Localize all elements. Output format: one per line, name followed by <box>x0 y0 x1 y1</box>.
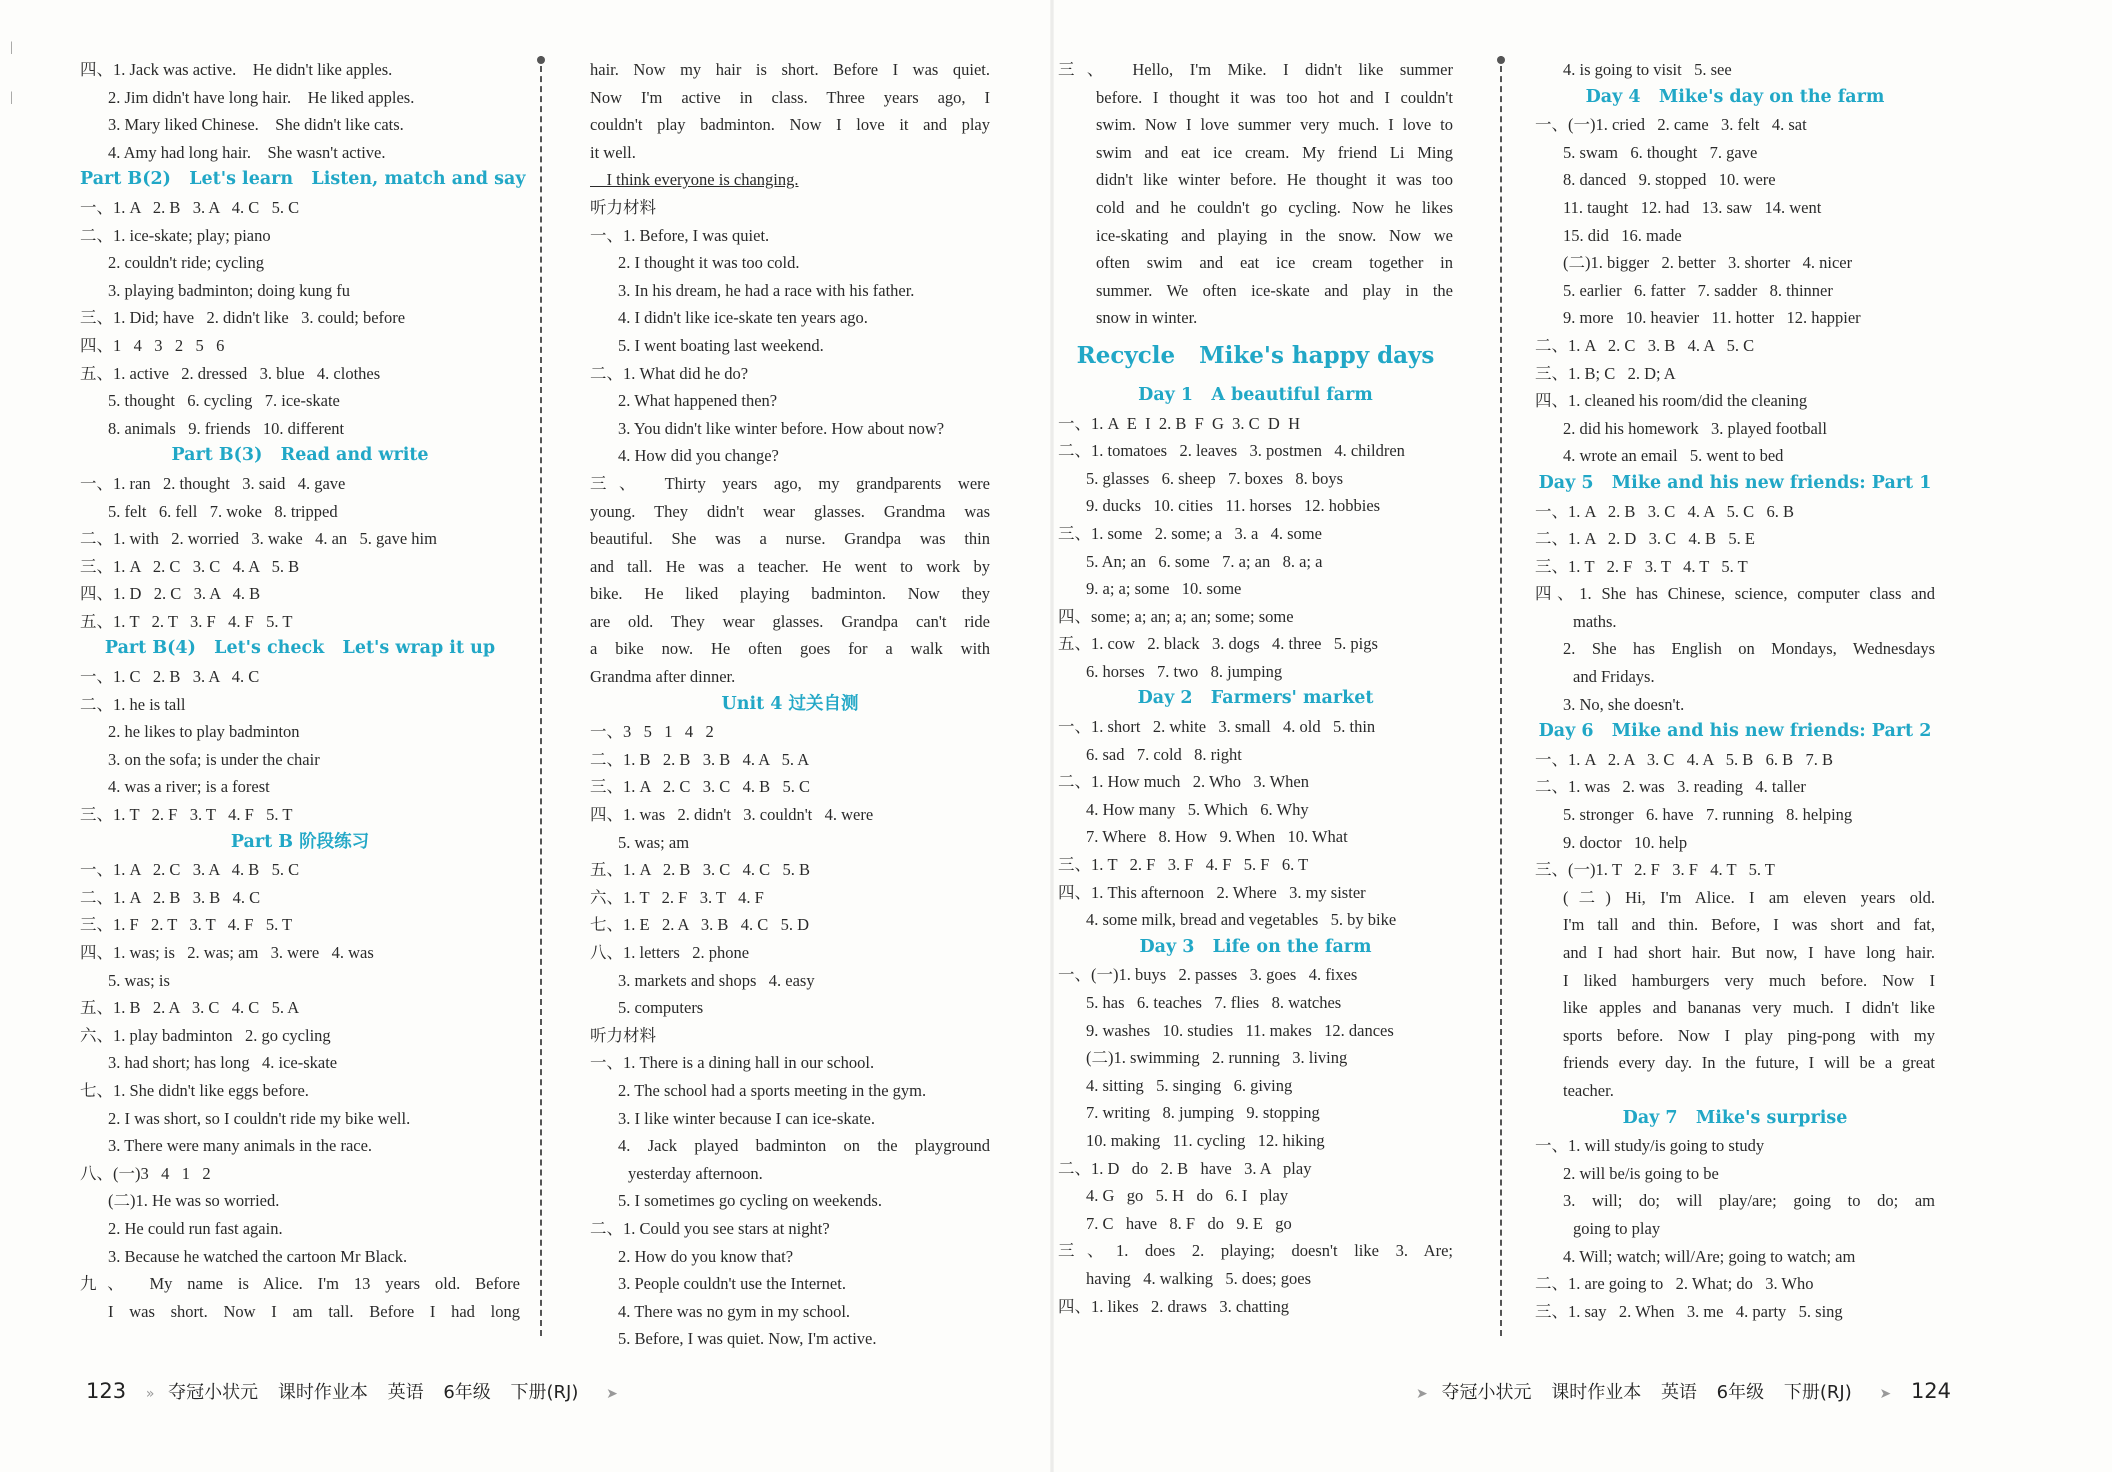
arrow-icon: ➤ <box>606 1386 618 1402</box>
answer-line: 15. did 16. made <box>1563 225 1682 245</box>
section-heading: Recycle Mike's happy days <box>1076 341 1435 369</box>
answer-line: (二)1. swimming 2. running 3. living <box>1086 1048 1348 1068</box>
answer-line: teacher. <box>1563 1080 1614 1100</box>
answer-line: like apples and bananas very much. I didn't like <box>1563 998 1935 1018</box>
answer-line: friends every day. In the future, I will be a great <box>1563 1053 1935 1073</box>
answer-line: 8. danced 9. stopped 10. were <box>1563 170 1776 190</box>
answer-line: 三、1. T 2. F 3. T 4. T 5. T <box>1535 556 1748 576</box>
answer-line: a bike now. He often goes for a walk with <box>590 639 990 659</box>
answer-line: 5. stronger 6. have 7. running 8. helping <box>1563 805 1853 825</box>
footer-volume: 下册(RJ) <box>1783 1382 1852 1403</box>
answer-line: 2. couldn't ride; cycling <box>108 253 265 273</box>
answer-line: 4. How many 5. Which 6. Why <box>1086 799 1309 819</box>
answer-line: 2. What happened then? <box>618 391 778 411</box>
answer-line: and I had short hair. But now, I have long hair. <box>1563 943 1935 962</box>
answer-line: maths. <box>1573 611 1617 631</box>
dashed-column-divider <box>540 56 542 1336</box>
answer-line: 9. ducks 10. cities 11. horses 12. hobbies <box>1086 496 1381 516</box>
answer-line: 2. How do you know that? <box>618 1246 794 1266</box>
answer-line: 一、1. ran 2. thought 3. said 4. gave <box>80 473 346 493</box>
answer-line: 一、3 5 1 4 2 <box>590 722 714 742</box>
answer-column-1 <box>80 56 526 1325</box>
answer-line: 二、1. was 2. was 3. reading 4. taller <box>1535 777 1806 797</box>
footer-subject: 英语 <box>387 1382 424 1403</box>
answer-line: 一、1. A 2. B 3. C 4. A 5. C 6. B <box>1535 501 1794 521</box>
footer-grade: 6年级 <box>443 1382 491 1403</box>
section-heading: Day 3 Life on the farm <box>1139 936 1372 957</box>
answer-line: 3. markets and shops 4. easy <box>618 970 815 990</box>
arrow-icon: » <box>145 1386 155 1402</box>
answer-line: 二、1. A 2. D 3. C 4. B 5. E <box>1535 529 1756 549</box>
book-spine <box>1050 0 1054 1472</box>
answer-line: 3. People couldn't use the Internet. <box>618 1274 846 1294</box>
footer-right <box>1408 1378 1957 1404</box>
answer-line: before. I thought it was too hot and I couldn't <box>1096 87 1453 107</box>
answer-line: 8. animals 9. friends 10. different <box>108 418 345 438</box>
answer-line: going to play <box>1573 1218 1661 1238</box>
answer-line: 五、1. active 2. dressed 3. blue 4. clothes <box>80 363 381 383</box>
answer-line: 三、1. B; C 2. D; A <box>1535 363 1676 383</box>
answer-line: 5. thought 6. cycling 7. ice-skate <box>108 391 340 411</box>
answer-line: snow in winter. <box>1096 308 1198 328</box>
answer-line: it well. <box>590 142 636 162</box>
answer-line: 七、1. She didn't like eggs before. <box>80 1080 309 1100</box>
answer-line: 2. The school had a sports meeting in the gym. <box>618 1080 927 1100</box>
answer-line: 6. sad 7. cold 8. right <box>1086 744 1242 764</box>
answer-line: 5. I went boating last weekend. <box>618 335 824 355</box>
page-number: 124 <box>1910 1379 1952 1403</box>
answer-line: 四、1. This afternoon 2. Where 3. my sister <box>1058 882 1366 902</box>
answer-line: 三、1. A 2. C 3. C 4. B 5. C <box>590 777 811 797</box>
answer-line: young. They didn't wear glasses. Grandma was <box>590 501 990 521</box>
answer-line: 7. Where 8. How 9. When 10. What <box>1086 827 1348 847</box>
answer-line: 二、1. How much 2. Who 3. When <box>1058 772 1309 792</box>
answer-line: 五、1. T 2. T 3. F 4. F 5. T <box>80 611 293 631</box>
answer-line: 四、1. She has Chinese, science, computer class and <box>1535 584 1935 604</box>
answer-line: 二、1. Could you see stars at night? <box>590 1218 830 1238</box>
answer-line: 三、(一)1. T 2. F 3. F 4. T 5. T <box>1535 860 1775 880</box>
answer-column-3 <box>1058 56 1453 1320</box>
answer-line <box>590 166 990 194</box>
answer-column-2 <box>590 56 990 1353</box>
section-heading: Day 6 Mike and his new friends: Part 2 <box>1538 721 1932 742</box>
answer-line: 一、1. C 2. B 3. A 4. C <box>80 667 260 687</box>
answer-line: 5. swam 6. thought 7. gave <box>1563 142 1758 162</box>
answer-line: Now I'm active in class. Three years ago, I <box>590 87 990 107</box>
answer-line: 三、1. T 2. F 3. F 4. F 5. F 6. T <box>1058 855 1309 875</box>
answer-line: 一、1. A E I 2. B F G 3. C D H <box>1058 413 1301 433</box>
answer-line: 一、1. There is a dining hall in our school. <box>590 1053 875 1073</box>
answer-line: 二、1. B 2. B 3. B 4. A 5. A <box>590 749 810 769</box>
arrow-icon: ➤ <box>1416 1386 1428 1402</box>
answer-line: 4. was a river; is a forest <box>108 777 270 797</box>
answer-line: 4. I didn't like ice-skate ten years ago. <box>618 308 868 328</box>
answer-line: 二、1. D do 2. B have 3. A play <box>1058 1158 1312 1178</box>
answer-line: Grandma after dinner. <box>590 667 736 687</box>
answer-line: 四、1. cleaned his room/did the cleaning <box>1535 391 1808 411</box>
section-heading: Day 4 Mike's day on the farm <box>1585 86 1885 107</box>
answer-line: beautiful. She was a nurse. Grandpa was thin <box>590 529 990 549</box>
answer-line: 3. had short; has long 4. ice-skate <box>108 1053 338 1073</box>
answer-line: 二、1. tomatoes 2. leaves 3. postmen 4. children <box>1058 441 1405 461</box>
answer-line: 4. How did you change? <box>618 446 779 466</box>
answer-line: 2. will be/is going to be <box>1563 1163 1719 1183</box>
answer-line: 6. horses 7. two 8. jumping <box>1086 661 1283 681</box>
answer-line: 3. playing badminton; doing kung fu <box>108 280 350 300</box>
answer-line: (二)1. bigger 2. better 3. shorter 4. nicer <box>1563 253 1853 273</box>
answer-line: 9. more 10. heavier 11. hotter 12. happier <box>1563 308 1861 328</box>
answer-line: 2. he likes to play badminton <box>108 722 300 742</box>
answer-line: 5. has 6. teaches 7. flies 8. watches <box>1086 993 1342 1012</box>
answer-line: 六、1. play badminton 2. go cycling <box>80 1025 331 1045</box>
answer-line: 4. Amy had long hair. She wasn't active. <box>108 142 386 162</box>
answer-line: 3. No, she doesn't. <box>1563 694 1685 714</box>
footer-volume: 下册(RJ) <box>510 1382 579 1403</box>
answer-line: 三、1. Did; have 2. didn't like 3. could; before <box>80 308 406 328</box>
answer-line: 3. will; do; will play/are; going to do; am <box>1563 1191 1935 1211</box>
answer-line: 2. Jim didn't have long hair. He liked apples. <box>108 87 415 107</box>
answer-line: I liked hamburgers very much before. Now I <box>1563 970 1935 990</box>
answer-line: 五、1. A 2. B 3. C 4. C 5. B <box>590 860 811 880</box>
answer-line: 一、1. short 2. white 3. small 4. old 5. thin <box>1058 717 1376 737</box>
answer-line: swim and eat ice cream. My friend Li Ming <box>1096 142 1453 162</box>
answer-line: I'm tall and thin. Before, I was short and fat, <box>1563 915 1935 935</box>
answer-line: 4. sitting 5. singing 6. giving <box>1086 1075 1293 1095</box>
answer-line: 9. doctor 10. help <box>1563 832 1688 852</box>
answer-line: 八、1. letters 2. phone <box>590 943 750 962</box>
answer-line: 4. is going to visit 5. see <box>1563 60 1732 79</box>
section-heading: Unit 4 过关自测 <box>721 693 859 714</box>
answer-line: 二、1. A 2. B 3. B 4. C <box>80 887 261 907</box>
answer-line: 四、1. likes 2. draws 3. chatting <box>1058 1296 1289 1316</box>
answer-line: 3. Mary liked Chinese. She didn't like cats. <box>108 115 404 135</box>
answer-line: 八、(一)3 4 1 2 <box>80 1163 211 1183</box>
answer-line: 九、 My name is Alice. I'm 13 years old. Before <box>80 1274 520 1294</box>
answer-line: 四、1. was; is 2. was; am 3. were 4. was <box>80 943 374 962</box>
answer-line: 2. did his homework 3. played football <box>1563 418 1827 438</box>
answer-line: 5. I sometimes go cycling on weekends. <box>618 1191 882 1211</box>
answer-line: 三、1. some 2. some; a 3. a 4. some <box>1058 523 1322 543</box>
answer-line: 3. There were many animals in the race. <box>108 1136 373 1156</box>
answer-line: 11. taught 12. had 13. saw 14. went <box>1563 197 1822 217</box>
answer-line: 二、1. he is tall <box>80 694 186 714</box>
answer-line: 5. earlier 6. fatter 7. sadder 8. thinner <box>1563 280 1833 300</box>
answer-line: didn't like winter before. He thought it was too <box>1096 170 1453 190</box>
answer-line: 4. wrote an email 5. went to bed <box>1563 446 1784 466</box>
dashed-column-divider <box>1500 56 1502 1336</box>
answer-line: 5. An; an 6. some 7. a; an 8. a; a <box>1086 551 1323 571</box>
answer-line: 一、(一)1. cried 2. came 3. felt 4. sat <box>1535 115 1807 135</box>
underlined-sentence: I think everyone is changing. <box>590 170 799 190</box>
footer-book: 课时作业本 <box>1551 1382 1642 1403</box>
footer-book: 课时作业本 <box>277 1382 368 1403</box>
answer-line: 9. washes 10. studies 11. makes 12. dances <box>1086 1020 1394 1040</box>
answer-line: yesterday afternoon. <box>628 1163 763 1183</box>
answer-line: sports before. Now I play ping-pong with my <box>1563 1025 1935 1045</box>
answer-line: 二、1. ice-skate; play; piano <box>80 225 271 245</box>
answer-line: often swim and eat ice cream together in <box>1096 253 1453 273</box>
answer-line: summer. We often ice-skate and play in the <box>1096 280 1453 300</box>
answer-line: 2. I was short, so I couldn't ride my bike well. <box>108 1108 411 1128</box>
answer-line: cold and he couldn't go cycling. Now he likes <box>1096 197 1453 217</box>
answer-line: 二、1. What did he do? <box>590 363 749 383</box>
answer-line: 二、1. with 2. worried 3. wake 4. an 5. gave him <box>80 529 437 549</box>
answer-line: couldn't play badminton. Now I love it and play <box>590 115 990 135</box>
section-heading: Day 7 Mike's surprise <box>1622 1107 1848 1128</box>
answer-line: 二、1. are going to 2. What; do 3. Who <box>1535 1274 1814 1294</box>
footer-brand: 夺冠小状元 <box>168 1382 259 1403</box>
answer-line: 五、1. B 2. A 3. C 4. C 5. A <box>80 998 300 1018</box>
answer-line: 七、1. E 2. A 3. B 4. C 5. D <box>590 915 810 935</box>
answer-line: 一、1. A 2. A 3. C 4. A 5. B 6. B 7. B <box>1535 749 1833 769</box>
footer-left <box>80 1378 626 1404</box>
answer-line: 四、1. Jack was active. He didn't like apples. <box>80 60 393 79</box>
answer-line: 四、1. was 2. didn't 3. couldn't 4. were <box>590 805 874 825</box>
answer-line: 5. Before, I was quiet. Now, I'm active. <box>618 1329 877 1349</box>
answer-line: and tall. He was a teacher. He went to work by <box>590 556 990 576</box>
answer-line: 一、1. Before, I was quiet. <box>590 225 770 245</box>
answer-line: 四、some; a; an; a; an; some; some <box>1058 606 1294 626</box>
answer-line: 4. Will; watch; will/Are; going to watch; am <box>1563 1246 1856 1266</box>
answer-line: 三、1. F 2. T 3. T 4. F 5. T <box>80 915 293 935</box>
answer-line: 三、 Hello, I'm Mike. I didn't like summer <box>1058 60 1453 79</box>
answer-line: 3. You didn't like winter before. How about now? <box>618 418 945 438</box>
answer-line: 10. making 11. cycling 12. hiking <box>1086 1130 1325 1150</box>
answer-line: swim. Now I love summer very much. I love to <box>1096 115 1453 135</box>
answer-line: 二、1. A 2. C 3. B 4. A 5. C <box>1535 335 1755 355</box>
footer-grade: 6年级 <box>1716 1382 1765 1403</box>
edge-mark: | <box>10 90 13 105</box>
answer-line: 5. felt 6. fell 7. woke 8. tripped <box>108 501 338 521</box>
section-heading: Day 2 Farmers' market <box>1137 688 1374 709</box>
answer-line: 一、1. A 2. B 3. A 4. C 5. C <box>80 197 300 217</box>
answer-line: I was short. Now I am tall. Before I had long <box>108 1301 520 1321</box>
edge-mark: | <box>10 40 13 55</box>
answer-line: 4. G go 5. H do 6. I play <box>1086 1186 1289 1206</box>
answer-column-4 <box>1535 56 1935 1325</box>
answer-line: 3. on the sofa; is under the chair <box>108 749 320 769</box>
section-heading: Day 5 Mike and his new friends: Part 1 <box>1538 472 1932 493</box>
answer-line: 三、1. say 2. When 3. me 4. party 5. sing <box>1535 1301 1843 1321</box>
answer-line: 六、1. T 2. F 3. T 4. F <box>590 887 764 907</box>
section-heading: Day 1 A beautiful farm <box>1138 384 1373 405</box>
answer-line: (二)1. He was so worried. <box>108 1191 280 1211</box>
answer-line: 三、1. T 2. F 3. T 4. F 5. T <box>80 805 293 825</box>
answer-line: hair. Now my hair is short. Before I was quiet. <box>590 60 990 79</box>
answer-line: 2. She has English on Mondays, Wednesdays <box>1563 639 1935 659</box>
section-heading: Part B(3) Read and write <box>171 445 429 466</box>
answer-line: having 4. walking 5. does; goes <box>1086 1268 1312 1288</box>
answer-line: 2. I thought it was too cold. <box>618 253 800 273</box>
answer-line: 4. Jack played badminton on the playground <box>618 1136 990 1156</box>
answer-line: 3. Because he watched the cartoon Mr Black. <box>108 1246 408 1266</box>
answer-line: bike. He liked playing badminton. Now they <box>590 584 990 604</box>
answer-line: ice-skating and playing in the snow. Now we <box>1096 225 1453 245</box>
answer-line: 5. glasses 6. sheep 7. boxes 8. boys <box>1086 468 1344 488</box>
answer-line: 7. C have 8. F do 9. E go <box>1086 1213 1292 1233</box>
answer-line: 3. I like winter because I can ice-skate. <box>618 1108 875 1128</box>
section-heading: Part B(4) Let's check Let's wrap it up <box>104 638 496 659</box>
answer-line: 3. In his dream, he had a race with his father. <box>618 280 915 300</box>
answer-line: 一、(一)1. buys 2. passes 3. goes 4. fixes <box>1058 965 1358 985</box>
section-heading: Part B 阶段练习 <box>230 831 370 852</box>
arrow-icon: ➤ <box>1879 1386 1892 1402</box>
answer-line: 一、1. A 2. C 3. A 4. B 5. C <box>80 860 300 880</box>
answer-line: 五、1. cow 2. black 3. dogs 4. three 5. pigs <box>1058 634 1378 654</box>
answer-line: 4. There was no gym in my school. <box>618 1301 851 1321</box>
answer-line: 一、1. will study/is going to study <box>1535 1136 1765 1156</box>
answer-line: 四、1. D 2. C 3. A 4. B <box>80 584 261 604</box>
footer-brand: 夺冠小状元 <box>1441 1382 1532 1403</box>
answer-line: 听力材料 <box>590 197 656 217</box>
answer-line: 三、1. does 2. playing; doesn't like 3. Are; <box>1058 1241 1453 1261</box>
answer-line: 三、 Thirty years ago, my grandparents were <box>590 473 990 493</box>
answer-line: 三、1. A 2. C 3. C 4. A 5. B <box>80 556 300 576</box>
answer-line: (二) Hi, I'm Alice. I am eleven years old. <box>1563 887 1935 907</box>
answer-line: 5. computers <box>618 998 704 1018</box>
footer-subject: 英语 <box>1660 1382 1697 1403</box>
answer-line: 5. was; is <box>108 970 170 990</box>
answer-line: 四、1 4 3 2 5 6 <box>80 335 225 355</box>
answer-line: 听力材料 <box>590 1025 656 1045</box>
answer-line: 2. He could run fast again. <box>108 1218 283 1238</box>
answer-line: 4. some milk, bread and vegetables 5. by bike <box>1086 910 1397 930</box>
answer-line: 7. writing 8. jumping 9. stopping <box>1086 1103 1320 1123</box>
answer-line: and Fridays. <box>1573 667 1655 687</box>
answer-line: 5. was; am <box>618 832 690 852</box>
answer-line: 9. a; a; some 10. some <box>1086 579 1242 599</box>
section-heading: Part B(2) Let's learn Listen, match and say <box>80 169 526 190</box>
answer-line: are old. They wear glasses. Grandpa can't ride <box>590 611 990 631</box>
page-number: 123 <box>86 1379 127 1403</box>
